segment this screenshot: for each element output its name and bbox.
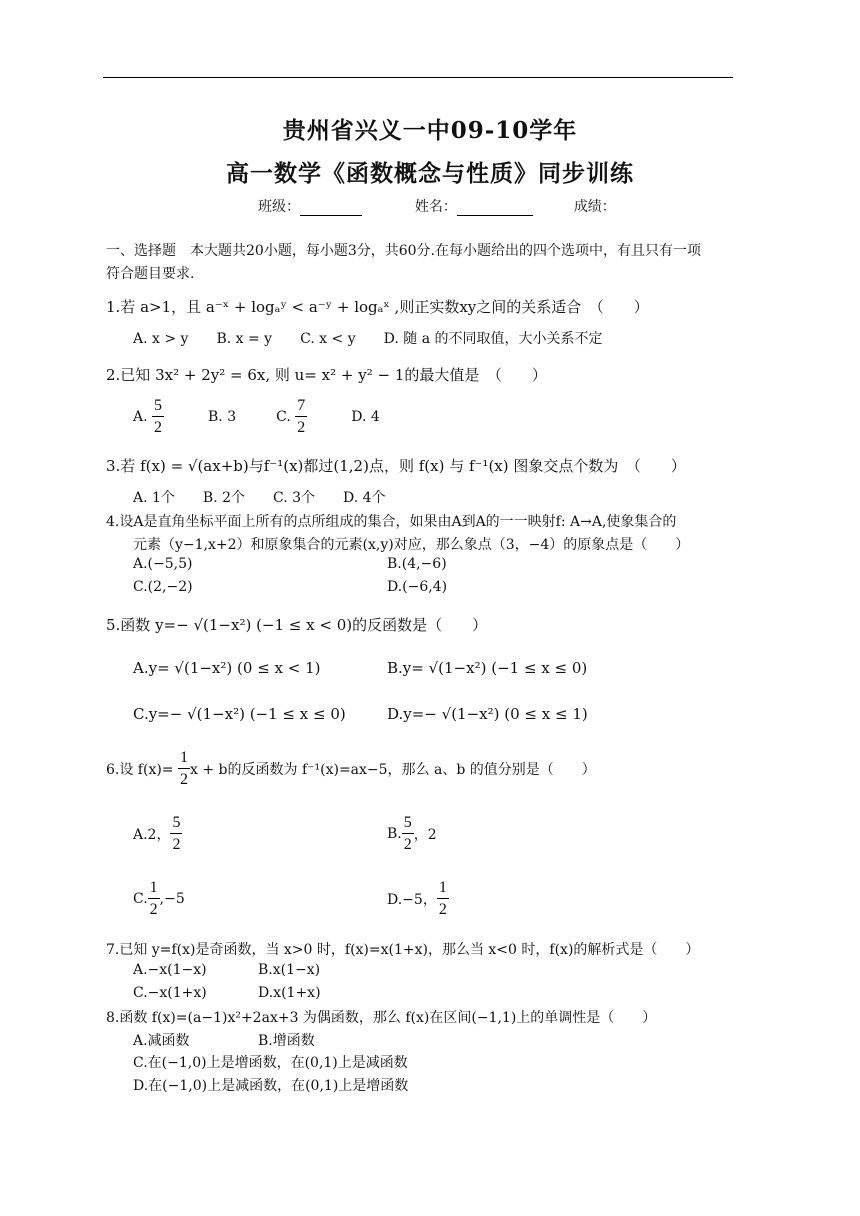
q2-option-c-label: C. — [276, 409, 291, 425]
student-info-row — [258, 196, 616, 216]
q6-option-d-fraction: $\frac{1}{2}$ — [438, 879, 447, 918]
q8-option-b: B.增函数 — [258, 1033, 315, 1049]
q5-stem: 5.函数 y=− √(1−x²) (−1 ≤ x < 0)的反函数是（ ） — [106, 616, 488, 634]
header-rule — [103, 77, 733, 78]
q1-options: A. x > y B. x = y C. x < y D. 随 a 的不同取值，大小关系不定 — [133, 331, 603, 347]
q2-option-d: D. 4 — [351, 409, 380, 425]
q2-option-c-fraction: $\frac{7}{2}$ — [297, 397, 306, 436]
title-school: 贵州省兴义一中09-10学年 — [282, 117, 578, 144]
q2-option-a-label: A. — [133, 409, 148, 425]
q2-options — [133, 398, 380, 436]
q4-line2: 元素（y−1,x+2）和原象集合的元素(x,y)对应，那么象点（3，−4）的原象点是（ ） — [133, 537, 690, 553]
q6-option-b: B. $\frac{5}{2}$ ，2 — [387, 814, 437, 853]
q1-stem: 1.若 a>1，且 a⁻ˣ + logₐʸ < a⁻ʸ + logₐˣ ,则正实数xy之间的关系适合 （ ） — [106, 298, 649, 316]
name-blank[interactable] — [457, 215, 533, 216]
q5-option-b: B.y= √(1−x²) (−1 ≤ x ≤ 0) — [387, 659, 588, 677]
q2-option-a-fraction: $\frac{5}{2}$ — [154, 397, 163, 436]
q6-option-a: A.2， $\frac{5}{2}$ — [133, 814, 181, 853]
score-label: 成绩： — [573, 199, 616, 215]
q6-option-a-fraction: $\frac{5}{2}$ — [172, 814, 181, 853]
q6-option-c: C. $\frac{1}{2}$ ,−5 — [133, 879, 185, 918]
q4-option-c: C.(2,−2) — [133, 579, 193, 595]
q7-option-d: D.x(1+x) — [258, 985, 321, 1001]
section-intro-line1: 一、选择题 本大题共20小题，每小题3分，共60分.在每小题给出的四个选项中，有且只有一项 — [106, 243, 701, 259]
q4-line1: 4.设A是直角坐标平面上所有的点所组成的集合，如果由A到A的一一映射f: A→A,使象集合的 — [106, 514, 677, 530]
q6-stem-pre: 6.设 f(x)= — [106, 762, 174, 778]
q6-stem — [106, 750, 596, 788]
class-blank[interactable] — [300, 215, 362, 216]
q4-option-b: B.(4,−6) — [387, 556, 447, 572]
q5-option-d: D.y=− √(1−x²) (0 ≤ x ≤ 1) — [387, 705, 588, 723]
q8-option-c: C.在(−1,0)上是增函数，在(0,1)上是减函数 — [133, 1055, 408, 1071]
q6-option-c-fraction: $\frac{1}{2}$ — [149, 879, 158, 918]
q7-option-c: C.−x(1+x) — [133, 985, 207, 1001]
q5-option-c: C.y=− √(1−x²) (−1 ≤ x ≤ 0) — [133, 705, 346, 723]
q7-option-a: A.−x(1−x) — [133, 962, 207, 978]
section-intro-line2: 符合题目要求. — [106, 266, 195, 282]
q8-option-d: D.在(−1,0)上是减函数，在(0,1)上是增函数 — [133, 1078, 409, 1094]
q6-stem-post: x + b的反函数为 f⁻¹(x)=ax−5，那么 a、b 的值分别是（ ） — [190, 762, 596, 778]
q5-option-a: A.y= √(1−x²) (0 ≤ x < 1) — [133, 659, 321, 677]
q8-option-a: A.减函数 — [133, 1033, 190, 1049]
q7-option-b: B.x(1−x) — [258, 962, 321, 978]
q2-stem: 2.已知 3x² + 2y² = 6x, 则 u= x² + y² − 1的最大值是 （ ） — [106, 366, 547, 384]
q6-option-b-fraction: $\frac{5}{2}$ — [403, 814, 412, 853]
q3-stem: 3.若 f(x) = √(ax+b)与f⁻¹(x)都过(1,2)点，则 f(x) 与 f⁻¹(x) 图象交点个数为 （ ） — [106, 457, 686, 475]
q6-option-d: D.−5， $\frac{1}{2}$ — [387, 879, 447, 918]
q4-option-d: D.(−6,4) — [387, 579, 448, 595]
q8-stem: 8.函数 f(x)=(a−1)x²+2ax+3 为偶函数，那么 f(x)在区间(−1,1)上的单调性是（ ） — [106, 1010, 657, 1026]
name-label: 姓名： — [414, 199, 457, 215]
q4-option-a: A.(−5,5) — [133, 556, 193, 572]
q7-stem: 7.已知 y=f(x)是奇函数，当 x>0 时，f(x)=x(1+x)，那么当 x<0 时，f(x)的解析式是（ ） — [106, 942, 700, 958]
q3-options: A. 1个 B. 2个 C. 3个 D. 4个 — [133, 490, 386, 506]
q2-option-b: B. 3 — [208, 409, 237, 425]
title-subject: 高一数学《函数概念与性质》同步训练 — [226, 160, 634, 187]
class-label: 班级： — [258, 199, 300, 215]
q6-stem-fraction: $\frac{1}{2}$ — [180, 749, 188, 788]
